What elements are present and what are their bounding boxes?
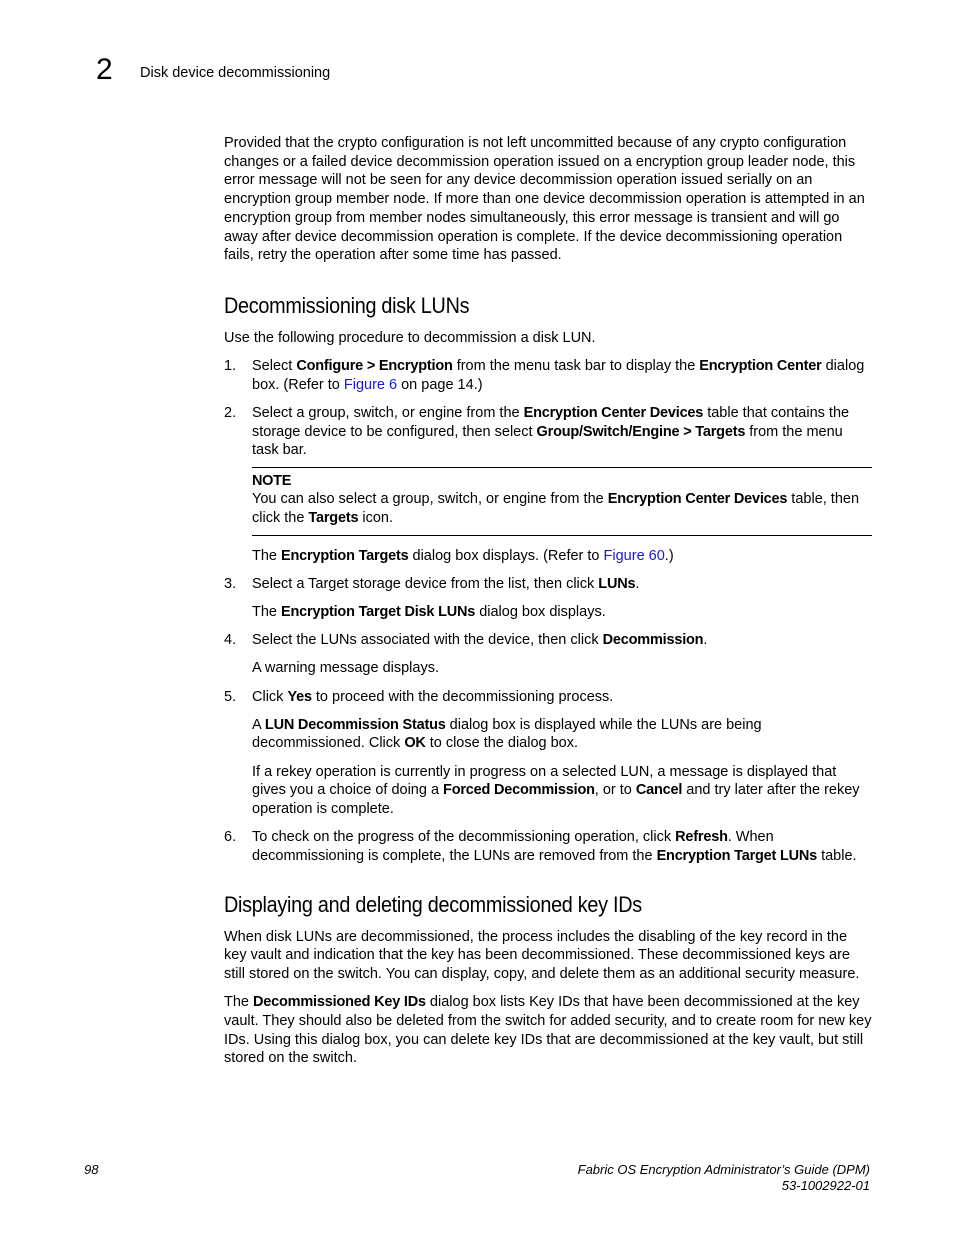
step-number: 1.: [224, 358, 237, 375]
ui-term: LUN Decommission Status: [264, 716, 446, 733]
step-5: 5. Click Yes to proceed with the decommissioning process.: [224, 688, 614, 705]
ui-term: OK: [404, 735, 426, 752]
step-4: 4. Select the LUNs associated with the device, then click Decommission.: [224, 632, 708, 649]
step-5-result-1: A LUN Decommission Status dialog box is displayed while the LUNs are being decommissioned. Click OK to close the dialog box.: [252, 716, 762, 752]
step-2-result: The Encryption Targets dialog box displays. (Refer to Figure 60.): [252, 547, 674, 564]
figure-60-link[interactable]: Figure 60: [603, 547, 665, 564]
intro-paragraph: Provided that the crypto configuration is not left uncommitted because of any crypto configuration changes or a failed device decommission operation issued on a encryption group leader node, this error message will not be seen for any device decommission operation issued serially on an encryption group member node. If more than one device decommission operation is attempted in an encryption group from member nodes simultaneously, this error message is transient and will go away after device decommission operation is complete. If the device decommissioning operation fails, retry the operation after some time has passed.: [224, 135, 865, 264]
ui-term: Encryption Targets: [281, 547, 409, 564]
ui-term: Forced Decommission: [443, 782, 595, 799]
step-3-result: The Encryption Target Disk LUNs dialog box displays.: [252, 603, 606, 620]
step-number: 4.: [224, 632, 237, 649]
chapter-number: 2: [96, 53, 113, 86]
ui-term: Encryption Target Disk LUNs: [281, 603, 476, 620]
doc-number: 53-1002922-01: [781, 1178, 870, 1193]
chapter-title: Disk device decommissioning: [140, 65, 331, 81]
step-number: 5.: [224, 688, 237, 705]
step-5-result-2: If a rekey operation is currently in progress on a selected LUN, a message is displayed that gives you a choice of doing a Forced Decommission, or to Cancel and try later after the rekey operation is complete.: [252, 763, 860, 818]
note-heading: NOTE: [252, 473, 292, 490]
ui-term: Targets: [308, 509, 359, 526]
step-4-result: A warning message displays.: [252, 660, 439, 677]
step-6: 6. To check on the progress of the decommissioning operation, click Refresh. When decommissioning is complete, the LUNs are removed from the Encryption Target LUNs table.: [224, 829, 857, 864]
ui-term: Decommission: [602, 632, 704, 649]
ui-term: Encryption Center: [699, 358, 822, 375]
note-box: [252, 467, 872, 535]
step-number: 3.: [224, 575, 237, 592]
step-2: 2. Select a group, switch, or engine from the Encryption Center Devices table that contains the storage device to be configured, then select Group/Switch/Engine > Targets from the menu task bar.: [224, 405, 850, 459]
section-heading-decommissioned-key-ids: Displaying and deleting decommissioned key IDs: [224, 891, 642, 917]
ui-term: Encryption Center Devices: [607, 491, 788, 508]
page-content: [224, 134, 872, 1078]
step-number: 2.: [224, 405, 237, 422]
ui-term: Cancel: [635, 782, 683, 799]
ui-term: Yes: [287, 688, 312, 705]
procedure-lead: Use the following procedure to decommission a disk LUN.: [224, 329, 596, 346]
ui-term: Configure > Encryption: [296, 358, 453, 375]
step-number: 6.: [224, 829, 237, 846]
figure-6-link[interactable]: Figure 6: [343, 376, 398, 393]
ui-term: Group/Switch/Engine > Targets: [536, 423, 746, 440]
section-2-paragraph-1: When disk LUNs are decommissioned, the process includes the disabling of the key record in the key vault and indication that the key has been decommissioned. These decommissioned keys are still stored on the switch. You can display, copy, and delete them as an additional security measure.: [224, 928, 860, 983]
ui-term: LUNs: [598, 575, 636, 592]
ui-term: Encryption Center Devices: [523, 405, 704, 422]
step-1: 1. Select Configure > Encryption from the menu task bar to display the Encryption Center dialog box. (Refer to Figure 6 on page 14.): [224, 358, 865, 393]
ui-term: Encryption Target LUNs: [656, 847, 818, 864]
note-text: You can also select a group, switch, or engine from the Encryption Center Devices table, then click the Targets icon.: [252, 491, 860, 526]
page-number: 98: [84, 1162, 99, 1177]
footer-doc-info: [578, 1162, 870, 1194]
ui-term: Refresh: [675, 829, 728, 846]
section-2-paragraph-2: The Decommissioned Key IDs dialog box lists Key IDs that have been decommissioned at the key vault. They should also be deleted from the switch for added security, and to create room for new key IDs. Using this dialog box, you can delete key IDs that are decommissioned at the key vault, but still stored on the switch.: [224, 994, 872, 1067]
ui-term: Decommissioned Key IDs: [253, 994, 426, 1011]
doc-title: Fabric OS Encryption Administrator’s Guide (DPM): [577, 1162, 870, 1177]
section-heading-decommissioning-disk-luns: Decommissioning disk LUNs: [224, 292, 470, 318]
step-3: 3. Select a Target storage device from the list, then click LUNs.: [224, 575, 640, 592]
